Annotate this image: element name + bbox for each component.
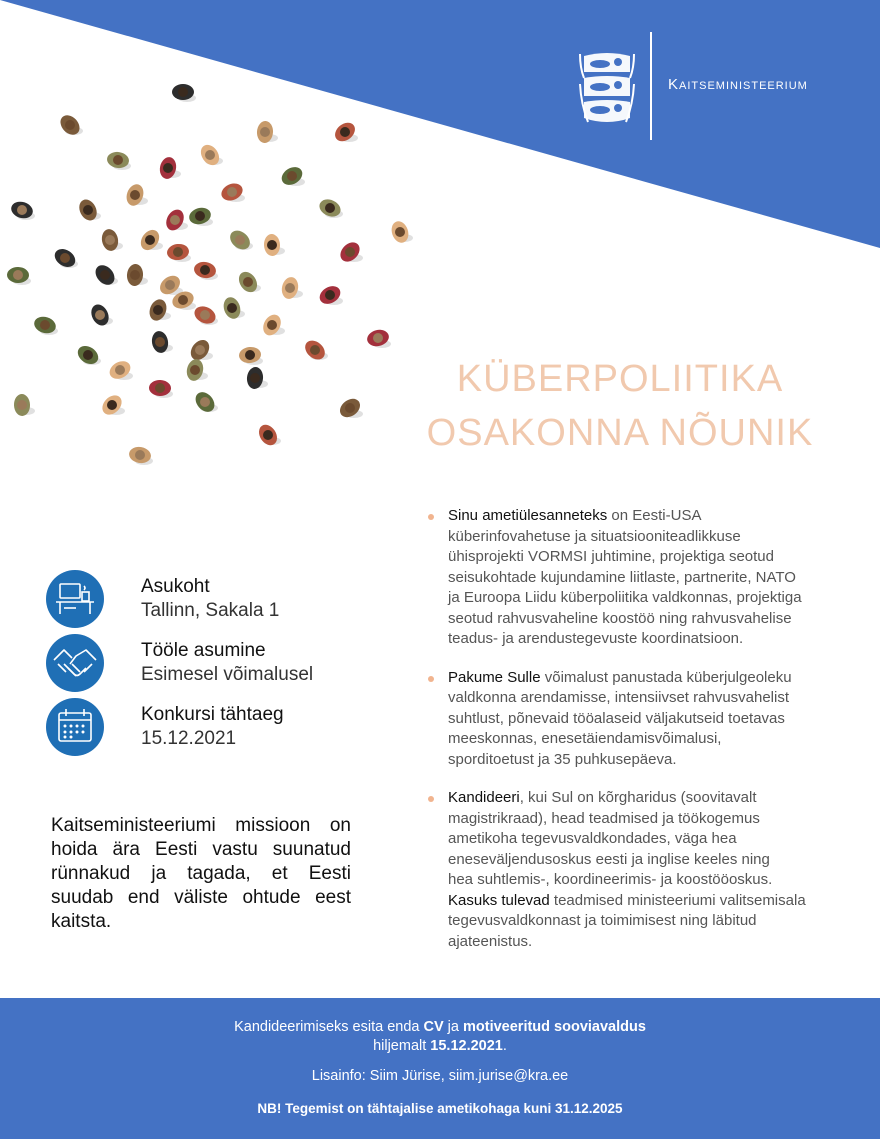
workstation-icon [46, 570, 104, 628]
person-figure [316, 283, 343, 308]
person-figure [172, 84, 196, 102]
info-label: Konkursi tähtaeg [141, 704, 284, 725]
person-figure [150, 330, 173, 354]
person-figure [124, 182, 148, 208]
person-figure [255, 421, 281, 448]
person-figure [99, 392, 126, 419]
person-figure [100, 228, 123, 253]
person-figure [365, 328, 391, 349]
calendar-icon [46, 698, 104, 756]
bullet-keyword: Kandideeri [448, 789, 520, 806]
bullet-dot [428, 514, 434, 520]
person-figure [337, 239, 364, 266]
person-figure [88, 302, 113, 329]
bullet-keyword: Kasuks tulevad [448, 891, 550, 909]
bullet-text: meeskonnas, enesetäiendamisvõimalusi, [448, 730, 722, 747]
bullet-text: sporditoetust ja 35 puhkusepäeva. [448, 750, 677, 768]
person-figure [185, 357, 208, 382]
person-figure [226, 227, 253, 253]
person-figure [51, 245, 78, 270]
person-figure [235, 268, 261, 295]
bullet-duties [428, 506, 848, 650]
person-figure [74, 342, 101, 367]
person-figure [158, 156, 181, 181]
person-figure [137, 226, 163, 253]
contact-info: Lisainfo: Siim Jürise, siim.jurise@kra.ee [311, 1068, 569, 1084]
bullet-text: ja Euroopa Liidu küberpoliitika valdkonnas, projektiga [448, 589, 802, 606]
person-figure [163, 207, 188, 234]
info-deadline [46, 698, 376, 758]
person-figure [76, 197, 101, 224]
person-figure [336, 395, 363, 421]
person-figure [263, 234, 285, 257]
person-figure [57, 111, 84, 138]
person-figure [301, 337, 328, 364]
organization-name: Kaitseministeerium [668, 76, 808, 93]
info-start [46, 634, 376, 694]
person-figure [197, 141, 223, 168]
bullet-offer [428, 668, 848, 771]
estonian-coat-of-arms-icon [578, 48, 636, 126]
job-title-line1: KÜBERPOLIITIKA [456, 358, 784, 400]
person-figure [187, 336, 213, 363]
cv-keyword: CV [423, 1019, 444, 1035]
bullet-candidate [428, 788, 848, 952]
bullet-text: seisukohtade kujundamine liitlaste, partnerite, NATO [448, 568, 796, 586]
bullet-text: tegevusvaldkonnast ja toimimisest ning läbitud [448, 912, 757, 929]
bullet-text: magistrikraad), head teadmised ja töökogemus [448, 809, 760, 827]
person-figure [149, 380, 173, 398]
info-value: 15.12.2021 [141, 728, 237, 749]
bullet-keyword: Sinu ametiülesanneteks [448, 507, 608, 524]
info-label: Asukoht [141, 576, 210, 597]
person-figure [219, 180, 246, 203]
person-figure [92, 261, 119, 288]
bullet-text: hea suhtlemis-, koordineerimis- ja koostööoskus. [448, 871, 773, 888]
deadline-text: . [502, 1038, 507, 1054]
brand-divider [650, 32, 652, 140]
person-figure [7, 267, 31, 285]
person-figure [107, 358, 134, 383]
brand-logo [578, 32, 848, 142]
info-location [46, 570, 376, 630]
person-figure [166, 243, 191, 262]
person-figure [317, 196, 344, 220]
person-figure [193, 260, 218, 280]
letter-keyword: motiveeritud sooviavaldus [463, 1019, 646, 1035]
apply-text: ja [443, 1019, 463, 1035]
person-figure [32, 314, 58, 336]
person-figure [278, 163, 305, 188]
person-figure [147, 297, 171, 323]
person-figure [106, 151, 131, 170]
bullet-text: , kui Sul on kõrgharidus (soovitavalt [519, 789, 757, 806]
person-figure [246, 366, 268, 390]
bullet-text: võimalust panustada küberjulgeoleku [540, 668, 792, 686]
bullet-text: ühisprojekti VORMSI juhtimine, projektiga seotud [448, 548, 774, 565]
info-value: Tallinn, Sakala 1 [141, 600, 280, 621]
bullet-text: küberinfovahetuse ja situatsiooniteadlikkuse [448, 527, 741, 545]
person-figure [260, 312, 285, 339]
bullet-text: teadus- ja arendustegevuste koordinatsioon. [448, 630, 744, 647]
bullet-text: eneseväljendusoskus eesti ja inglise keeles ning [448, 850, 770, 868]
info-value: Esimesel võimalusel [141, 664, 314, 685]
apply-instructions [0, 1018, 880, 1056]
mission-statement [51, 814, 351, 934]
bullet-text: teadmised ministeeriumi valitsemisala [549, 891, 806, 909]
person-figure [9, 199, 35, 220]
fixed-term-note: NB! Tegemist on tähtajalise ametikohaga kuni 31.12.2025 [257, 1101, 623, 1116]
job-title-line2: OSAKONNA NÕUNIK [426, 412, 814, 454]
person-figure [331, 119, 358, 145]
bullet-keyword: Pakume Sulle [448, 668, 541, 686]
footer-banner [0, 998, 880, 1139]
bullet-text: on Eesti-USA [607, 507, 702, 524]
person-figure [389, 219, 413, 245]
bullet-text: ajateenistus. [448, 932, 533, 950]
mission-text: Kaitseministeeriumi missioon on hoida ära Eesti vastu suunatud rünnakud ja tagada, et Eesti suudab end väliste ohtude eest kaitsta. [51, 815, 351, 932]
person-figure [192, 388, 219, 415]
crowd-from-above-icon [0, 70, 430, 480]
person-figure [280, 275, 303, 300]
person-figure [238, 346, 263, 365]
person-figure [128, 445, 153, 465]
bullet-text: valdkonna arendamisse, intensiivset rahvusvahelist [448, 689, 790, 706]
person-figure [126, 263, 148, 286]
bullet-text: suhtlust, põnevaid tööalaseid väljakutseid toetavas [448, 709, 785, 727]
bullet-text: seotud rahvusvaheline koostöö ning rahvusvahelise [448, 609, 792, 627]
bullet-dot [428, 676, 434, 682]
bullet-text: ametikoha tegevusvaldkondades, väga hea [448, 830, 737, 847]
apply-text: Kandideerimiseks esita enda [234, 1019, 424, 1035]
person-figure [256, 120, 278, 143]
bullet-dot [428, 796, 434, 802]
person-figure [221, 295, 245, 321]
handshake-icon [46, 634, 104, 692]
deadline-text: hiljemalt [373, 1038, 431, 1054]
deadline-date: 15.12.2021 [430, 1038, 503, 1054]
person-figure [187, 205, 213, 226]
job-title [390, 352, 850, 460]
info-label: Tööle asumine [141, 640, 266, 661]
bullet-list [428, 506, 848, 970]
person-figure [14, 394, 35, 417]
